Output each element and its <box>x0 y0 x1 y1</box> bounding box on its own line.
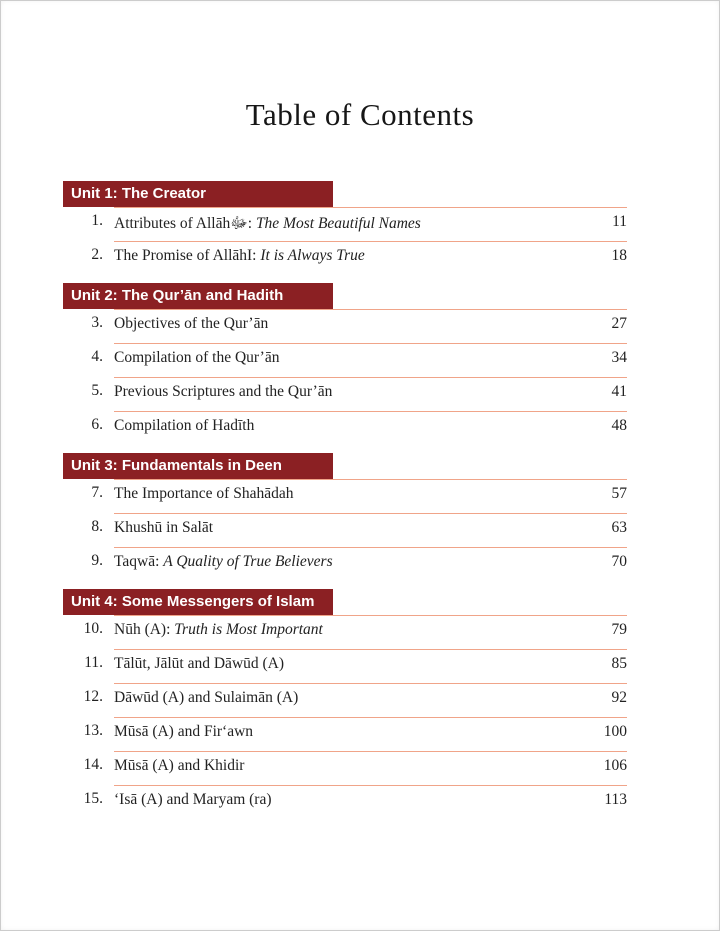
entry-title: ‘Isā (A) and Maryam (ra) <box>114 791 272 808</box>
toc-entry-row <box>63 649 627 683</box>
entry-title: Compilation of the Qur’ān <box>114 349 280 366</box>
entry-number: 10. <box>83 620 103 637</box>
entry-title: Objectives of the Qur’ān <box>114 315 269 332</box>
entry-subtitle-italic: The Most Beautiful Names <box>255 215 421 232</box>
entry-page-number: 63 <box>611 519 627 536</box>
entry-number: 11. <box>84 654 103 671</box>
page-title: Table of Contents <box>245 97 475 132</box>
toc-section-unit-4 <box>63 589 627 819</box>
entry-number: 14. <box>83 756 103 773</box>
entry-number: 5. <box>91 382 103 399</box>
toc-entry-row <box>63 513 627 547</box>
entry-number: 13. <box>83 722 103 739</box>
entry-page-number: 11 <box>612 213 627 230</box>
unit-header: Unit 3: Fundamentals in Deen <box>63 453 333 479</box>
entry-page-number: 113 <box>604 791 627 808</box>
toc-section-unit-3 <box>63 453 627 581</box>
unit-header: Unit 2: The Qur’ān and Hadith <box>63 283 333 309</box>
toc-entry-row <box>63 615 627 649</box>
entry-number: 2. <box>91 246 103 263</box>
entry-number: 7. <box>91 484 103 501</box>
toc-entry-row <box>63 207 627 241</box>
entry-number: 8. <box>91 518 103 535</box>
entry-page-number: 92 <box>611 689 627 706</box>
toc-entry-row <box>63 785 627 819</box>
entry-title: Khushū in Salāt <box>114 519 214 536</box>
entry-title: Previous Scriptures and the Qur’ān <box>114 383 333 400</box>
entry-number: 4. <box>91 348 103 365</box>
toc-entry-row <box>63 547 627 581</box>
entry-number: 3. <box>91 314 103 331</box>
unit-header: Unit 1: The Creator <box>63 181 333 207</box>
entry-page-number: 100 <box>603 723 627 740</box>
entry-page-number: 106 <box>603 757 627 774</box>
entry-title: Mūsā (A) and Khidir <box>114 757 245 774</box>
toc-entry-row <box>63 411 627 445</box>
entry-page-number: 41 <box>611 383 627 400</box>
entry-number: 12. <box>83 688 103 705</box>
entry-page-number: 18 <box>611 247 627 264</box>
table-of-contents <box>63 181 627 819</box>
entry-page-number: 57 <box>611 485 627 502</box>
unit-header: Unit 4: Some Messengers of Islam <box>63 589 333 615</box>
entry-page-number: 27 <box>611 315 627 332</box>
toc-entry-row <box>63 479 627 513</box>
entry-number: 1. <box>91 212 103 229</box>
entry-page-number: 79 <box>611 621 627 638</box>
toc-entry-row <box>63 717 627 751</box>
entry-page-number: 85 <box>611 655 627 672</box>
entry-title: Nūh (A): Truth is Most Important <box>114 621 323 638</box>
entry-subtitle-italic: It is Always True <box>260 247 365 264</box>
entry-title: Compilation of Hadīth <box>114 417 255 434</box>
entry-number: 15. <box>83 790 103 807</box>
entry-number: 6. <box>91 416 103 433</box>
entry-page-number: 48 <box>611 417 627 434</box>
entry-subtitle-italic: A Quality of True Believers <box>163 553 333 570</box>
entry-title: Taqwā: A Quality of True Believers <box>114 553 333 570</box>
entry-title: Dāwūd (A) and Sulaimān (A) <box>114 689 299 706</box>
entry-title: Attributes of Allāhﷻ: The Most Beautiful Names <box>114 215 421 232</box>
entry-title: The Promise of AllāhI: It is Always True <box>114 247 365 264</box>
toc-entry-row <box>63 343 627 377</box>
entry-page-number: 34 <box>611 349 627 366</box>
entry-title: Tālūt, Jālūt and Dāwūd (A) <box>114 655 285 672</box>
entry-title: Mūsā (A) and Fir‘awn <box>114 723 254 740</box>
toc-entry-row <box>63 241 627 275</box>
toc-entry-row <box>63 751 627 785</box>
entry-number: 9. <box>91 552 103 569</box>
toc-section-unit-1 <box>63 181 627 275</box>
toc-entry-row <box>63 377 627 411</box>
toc-section-unit-2 <box>63 283 627 445</box>
entry-title: The Importance of Shahādah <box>114 485 294 502</box>
toc-entry-row <box>63 309 627 343</box>
entry-page-number: 70 <box>611 553 627 570</box>
toc-entry-row <box>63 683 627 717</box>
entry-subtitle-italic: Truth is Most Important <box>174 621 323 638</box>
